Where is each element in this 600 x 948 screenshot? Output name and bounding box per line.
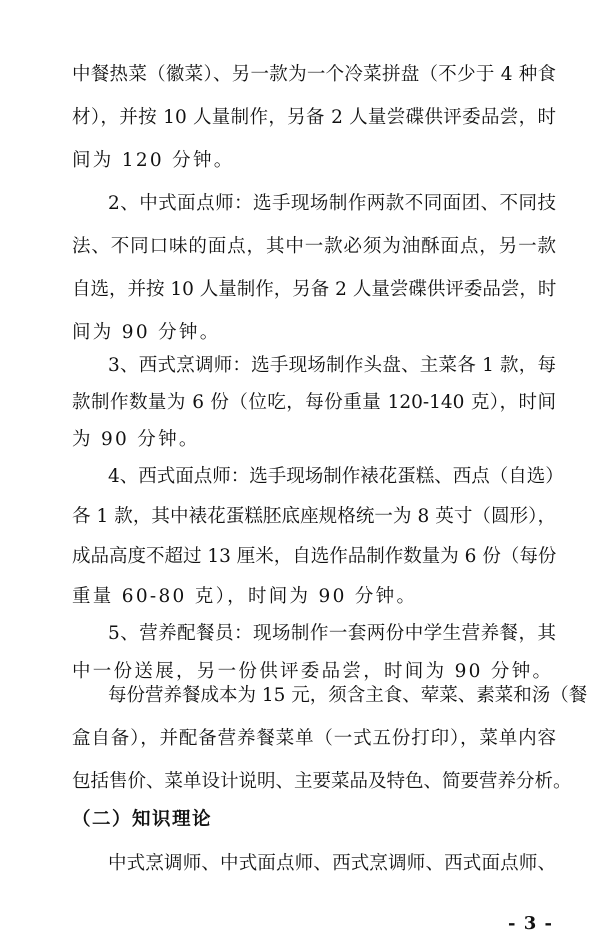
text-line-13: 成品高度不超过 13 厘米，自选作品制作数量为 6 份（每份	[72, 546, 557, 567]
text-line-9: 款制作数量为 6 份（位吃，每份重量 120-140 克），时间	[72, 392, 556, 413]
text-line-15: 5、营养配餐员：现场制作一套两份中学生营养餐，其	[108, 623, 556, 644]
text-line-10: 为 90 分钟。	[72, 429, 200, 450]
text-line-17: 每份营养餐成本为 15 元，须含主食、荤菜、素菜和汤（餐	[108, 685, 588, 706]
text-line-4: 2、中式面点师：选手现场制作两款不同面团、不同技	[108, 193, 556, 214]
text-line-11: 4、西式面点师：选手现场制作裱花蛋糕、西点（自选）	[108, 466, 564, 487]
section-heading: （二）知识理论	[72, 809, 213, 830]
text-line-5: 法、不同口味的面点，其中一款必须为油酥面点，另一款	[72, 236, 556, 257]
text-line-2: 材），并按 10 人量制作，另备 2 人量尝碟供评委品尝，时	[72, 107, 556, 128]
text-line-16: 中一份送展，另一份供评委品尝，时间为 90 分钟。	[72, 661, 554, 682]
text-line-19: 包括售价、菜单设计说明、主要菜品及特色、简要营养分析。	[72, 771, 572, 792]
text-line-20: 中式烹调师、中式面点师、西式烹调师、西式面点师、	[108, 853, 556, 874]
text-line-1: 中餐热菜（徽菜）、另一款为一个冷菜拼盘（不少于 4 种食	[72, 64, 556, 85]
text-line-7: 间为 90 分钟。	[72, 322, 221, 343]
text-line-18: 盒自备），并配备营养餐菜单（一式五份打印），菜单内容	[72, 728, 556, 749]
text-line-12: 各 1 款，其中裱花蛋糕胚底座规格统一为 8 英寸（圆形），	[72, 506, 556, 527]
text-line-3: 间为 120 分钟。	[72, 150, 235, 171]
text-line-8: 3、西式烹调师：选手现场制作头盘、主菜各 1 款，每	[108, 355, 556, 376]
page-number: - 3 -	[508, 913, 553, 934]
text-line-6: 自选，并按 10 人量制作，另备 2 人量尝碟供评委品尝，时	[72, 279, 557, 300]
text-line-14: 重量 60-80 克），时间为 90 分钟。	[72, 586, 418, 607]
